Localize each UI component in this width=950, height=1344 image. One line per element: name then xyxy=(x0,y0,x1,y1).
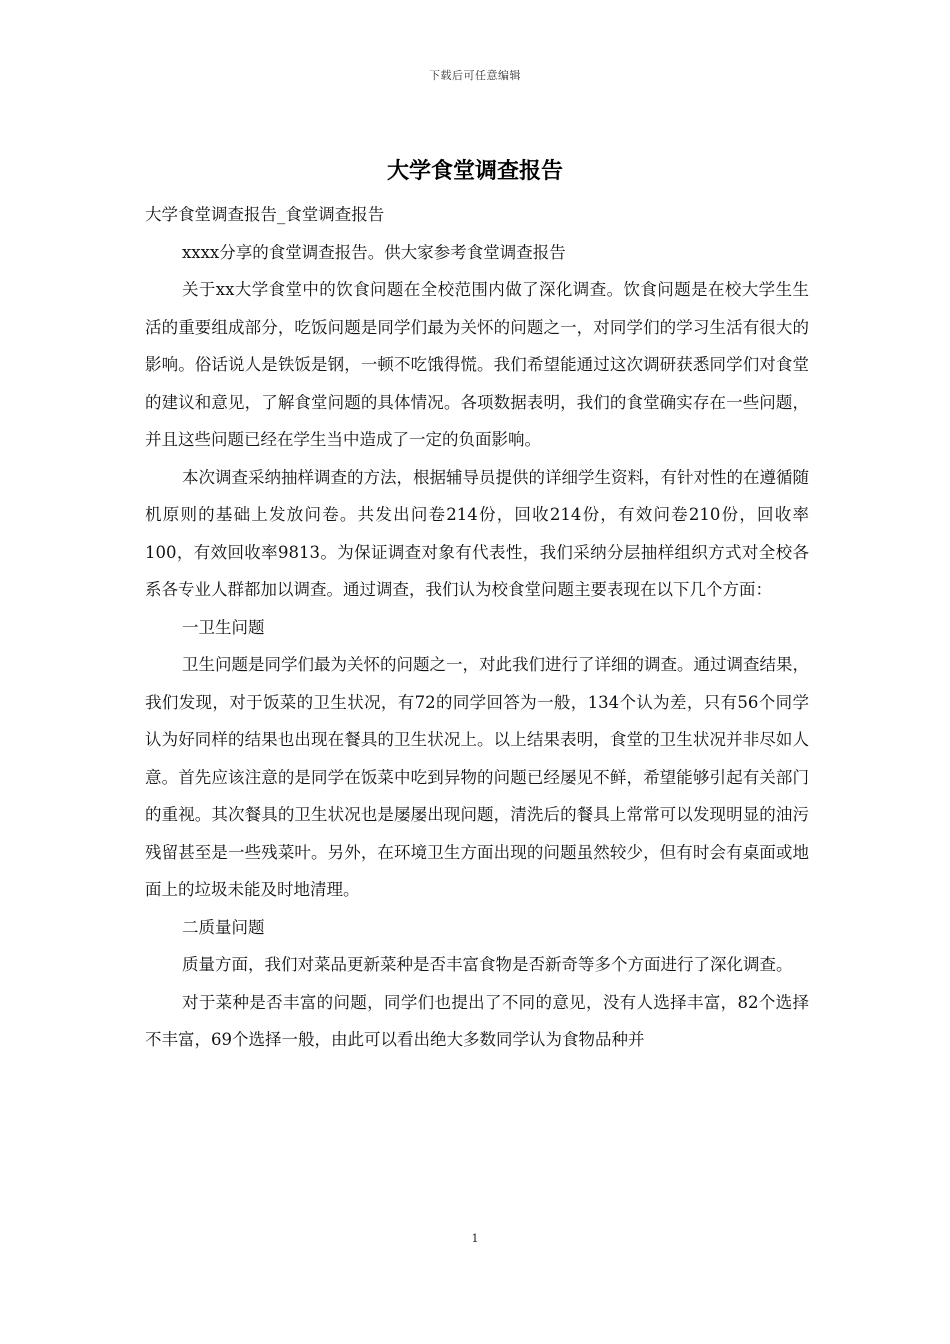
section-heading-quality: 二质量问题 xyxy=(182,917,265,937)
body-paragraph-background: 关于xx大学食堂中的饮食问题在全校范围内做了深化调查。饮食问题是在校大学生生活的重要组成部分，吃饭问题是同学们最为关怀的问题之一，对同学们的学习生活有很大的影响。俗话说人是铁饭是钢，一顿不吃饿得慌。我们希望能通过这次调研获悉同学们对食堂的建议和意见，了解食堂问题的具体情况。各项数据表明，我们的食堂确实存在一些问题，并且这些问题已经在学生当中造成了一定的负面影响。 xyxy=(145,280,809,449)
body-paragraph-variety: 对于菜种是否丰富的问题，同学们也提出了不同的意见，没有人选择丰富，82个选择不丰富，69个选择一般，由此可以看出绝大多数同学认为食物品种并 xyxy=(145,992,809,1049)
page-header-note: 下载后可任意编辑 xyxy=(429,69,521,82)
document-title: 大学食堂调查报告 xyxy=(386,158,563,184)
section-heading-hygiene: 一卫生问题 xyxy=(182,617,265,637)
body-paragraph-quality: 质量方面，我们对菜品更新菜种是否丰富食物是否新奇等多个方面进行了深化调查。 xyxy=(182,955,793,974)
document-subtitle: 大学食堂调查报告_食堂调查报告 xyxy=(145,205,385,224)
page-number: 1 xyxy=(471,1232,479,1245)
intro-paragraph: xxxx分享的食堂调查报告。供大家参考食堂调查报告 xyxy=(182,242,566,262)
body-paragraph-hygiene: 卫生问题是同学们最为关怀的问题之一，对此我们进行了详细的调查。通过调查结果，我们发现，对于饭菜的卫生状况，有72的同学回答为一般，134个认为差，只有56个同学认为好同样的结果也出现在餐具的卫生状况上。以上结果表明，食堂的卫生状况并非尽如人意。首先应该注意的是同学在饭菜中吃到异物的问题已经屡见不鲜，希望能够引起有关部门的重视。其次餐具的卫生状况也是屡屡出现问题，清洗后的餐具上常常可以发现明显的油污残留甚至是一些残菜叶。另外，在环境卫生方面出现的问题虽然较少，但有时会有桌面或地面上的垃圾未能及时地清理。 xyxy=(145,655,809,899)
document-body xyxy=(145,196,809,1059)
body-paragraph-method: 本次调查采纳抽样调查的方法，根据辅导员提供的详细学生资料，有针对性的在遵循随机原则的基础上发放问卷。共发出问卷214份，回收214份，有效问卷210份，回收率100，有效回收率9813。为保证调查对象有代表性，我们采纳分层抽样组织方式对全校各系各专业人群都加以调查。通过调查，我们认为校食堂问题主要表现在以下几个方面： xyxy=(145,467,809,599)
